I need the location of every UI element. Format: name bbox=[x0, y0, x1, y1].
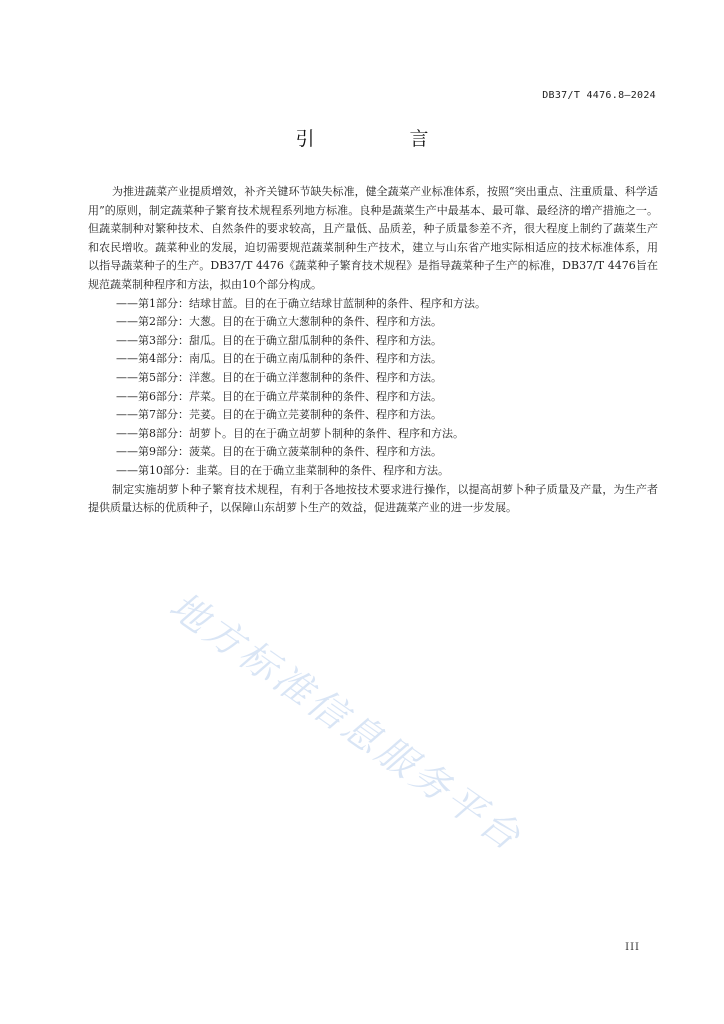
document-body bbox=[88, 183, 658, 518]
list-item: ——第8部分：胡萝卜。目的在于确立胡萝卜制种的条件、程序和方法。 bbox=[116, 426, 464, 440]
list-item: ——第10部分：韭菜。目的在于确立韭菜制种的条件、程序和方法。 bbox=[116, 463, 449, 477]
document-code: DB37/T 4476.8—2024 bbox=[542, 90, 656, 101]
list-item: ——第3部分：甜瓜。目的在于确立甜瓜制种的条件、程序和方法。 bbox=[116, 333, 442, 347]
list-item: ——第6部分：芹菜。目的在于确立芹菜制种的条件、程序和方法。 bbox=[116, 389, 442, 403]
closing-paragraph: 制定实施胡萝卜种子繁育技术规程，有利于各地按技术要求进行操作，以提高胡萝卜种子质量及产量，为生产者提供质量达标的优质种子，以保障山东胡萝卜生产的效益，促进蔬菜产业的进一步发展。 bbox=[88, 482, 658, 515]
watermark: 地方标准信息服务平台 bbox=[161, 583, 531, 861]
list-item: ——第5部分：洋葱。目的在于确立洋葱制种的条件、程序和方法。 bbox=[116, 370, 442, 384]
intro-paragraph: 为推进蔬菜产业提质增效，补齐关键环节缺失标准，健全蔬菜产业标准体系，按照“突出重点、注重质量、科学适用”的原则，制定蔬菜种子繁育技术规程系列地方标准。良种是蔬菜生产中最基本、最可靠、最经济的增产措施之一。但蔬菜制种对繁种技术、自然条件的要求较高，且产量低、品质差，种子质量参差不齐，很大程度上制约了蔬菜生产和农民增收。蔬菜种业的发展，迫切需要规范蔬菜制种生产技术，建立与山东省产地实际相适应的技术标准体系，用以指导蔬菜种子的生产。DB37/T 4476《蔬菜种子繁育技术规程》是指导蔬菜种子生产的标准，DB37/T 4476旨在规范蔬菜制种程序和方法，拟由10个部分构成。 bbox=[88, 185, 658, 291]
list-item: ——第9部分：菠菜。目的在于确立菠菜制种的条件、程序和方法。 bbox=[116, 445, 442, 459]
page-number: III bbox=[625, 942, 640, 953]
list-item: ——第2部分：大葱。目的在于确立大葱制种的条件、程序和方法。 bbox=[116, 315, 442, 329]
list-item: ——第1部分：结球甘蓝。目的在于确立结球甘蓝制种的条件、程序和方法。 bbox=[116, 296, 486, 310]
list-item: ——第4部分：南瓜。目的在于确立南瓜制种的条件、程序和方法。 bbox=[116, 352, 442, 366]
list-item: ——第7部分：芫荽。目的在于确立芫荽制种的条件、程序和方法。 bbox=[116, 408, 442, 422]
page-title: 引 言 bbox=[295, 128, 467, 150]
